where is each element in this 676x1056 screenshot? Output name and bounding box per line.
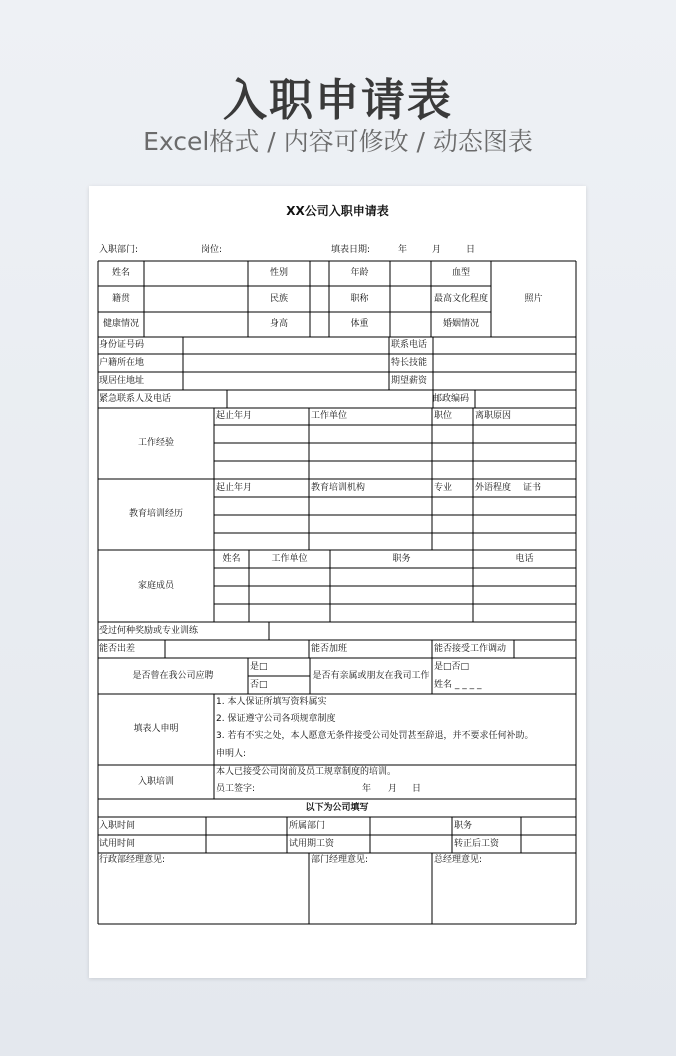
employee-sign-label: 员工签字: [216,784,256,794]
date-label: 填表日期: [331,245,371,255]
work-experience-label: 工作经验 [137,438,174,448]
family-name-header: 姓名 [222,553,241,564]
edu-org-header: 教育培训机构 [311,482,366,493]
entry-time-label: 入职时间 [99,820,136,831]
banner-subtitle: Excel格式 / 内容可修改 / 动态图表 [143,127,533,156]
training-text: 本人已接受公司岗前及员工规章制度的培训。 [216,767,397,777]
dept-label: 入职部门: [99,245,139,255]
regular-salary-label: 转正后工资 [454,838,500,849]
gm-opinion-label: 总经理意见: [434,855,483,865]
company-duty-label: 职务 [454,820,473,831]
month-label: 月 [432,245,442,255]
edu-major-header: 专业 [434,482,453,493]
banner-title: 入职申请表 [223,75,453,126]
applied-no-checkbox[interactable]: 否□ [250,679,268,690]
declaration-label: 填表人申明 [133,724,179,734]
company-section-header: 以下为公司填写 [305,802,369,813]
family-phone-header: 电话 [515,553,534,564]
declaration-line-2: 2. 保证遵守公司各项规章制度 [216,714,336,724]
photo-label: 照片 [524,293,543,304]
dept-opinion-label: 部门经理意见: [311,855,369,865]
training-year-label: 年 [362,784,372,794]
weight-label: 体重 [350,319,369,329]
title-label: 职称 [350,293,369,304]
applied-yes-checkbox[interactable]: 是□ [250,661,268,672]
relatives-label: 是否有亲属或朋友在我司工作 [312,670,430,681]
training-month-label: 月 [388,784,398,794]
skills-label: 特长技能 [391,357,428,368]
salary-label: 期望薪资 [391,375,428,386]
phone-label: 联系电话 [391,340,428,350]
transfer-label: 能否接受工作调动 [434,643,507,654]
hukou-label: 户籍所在地 [99,357,145,368]
training-day-label: 日 [412,784,422,794]
work-post-header: 职位 [434,411,453,421]
relative-name-field[interactable]: 姓名 _ _ _ _ [434,679,482,690]
family-duty-header: 职务 [392,553,411,564]
age-label: 年龄 [350,268,369,278]
edu-period-header: 起止年月 [216,482,253,493]
native-label: 籍贯 [111,293,130,304]
work-company-header: 工作单位 [311,411,348,421]
declarant-label: 申明人: [216,749,247,759]
work-period-header: 起止年月 [216,411,253,421]
day-label: 日 [466,245,476,255]
year-label: 年 [398,245,408,255]
health-label: 健康情况 [102,319,139,329]
family-company-header: 工作单位 [271,553,308,564]
applied-before-label: 是否曾在我公司应聘 [132,670,214,681]
address-label: 现居住地址 [99,375,145,386]
declaration-line-1: 1. 本人保证所填写资料属实 [216,697,327,707]
height-label: 身高 [269,319,288,329]
marriage-label: 婚姻情况 [442,319,479,329]
emergency-label: 紧急联系人及电话 [99,393,172,404]
overtime-label: 能否加班 [311,643,348,654]
blood-label: 血型 [451,268,470,278]
awards-label: 受过何种奖励或专业训练 [99,625,199,636]
trial-salary-label: 试用期工资 [289,838,335,849]
edu-cert-header: 证书 [523,482,542,493]
education-label: 最高文化程度 [433,293,488,304]
edu-language-header: 外语程度 [475,482,512,493]
form-sheet [89,186,586,978]
training-label: 入职培训 [137,776,174,787]
relatives-yes-no-checkbox[interactable]: 是□否□ [434,661,470,672]
declaration-line-3: 3. 若有不实之处，本人愿意无条件接受公司处罚甚至辞退，并不要求任何补助。 [216,731,534,741]
name-label: 姓名 [111,268,130,278]
education-history-label: 教育培训经历 [128,509,183,519]
postcode-label: 邮政编码 [433,393,470,404]
form-title: XX公司入职申请表 [286,204,389,218]
trial-time-label: 试用时间 [99,838,136,849]
id-number-label: 身份证号码 [99,340,145,350]
gender-label: 性别 [269,268,288,278]
dept-label-company: 所属部门 [289,820,326,831]
position-label: 岗位: [201,245,223,255]
admin-opinion-label: 行政部经理意见: [99,855,166,865]
ethnic-label: 民族 [269,293,288,304]
work-reason-header: 离职原因 [475,411,512,421]
travel-label: 能否出差 [99,643,136,654]
family-label: 家庭成员 [137,580,174,591]
